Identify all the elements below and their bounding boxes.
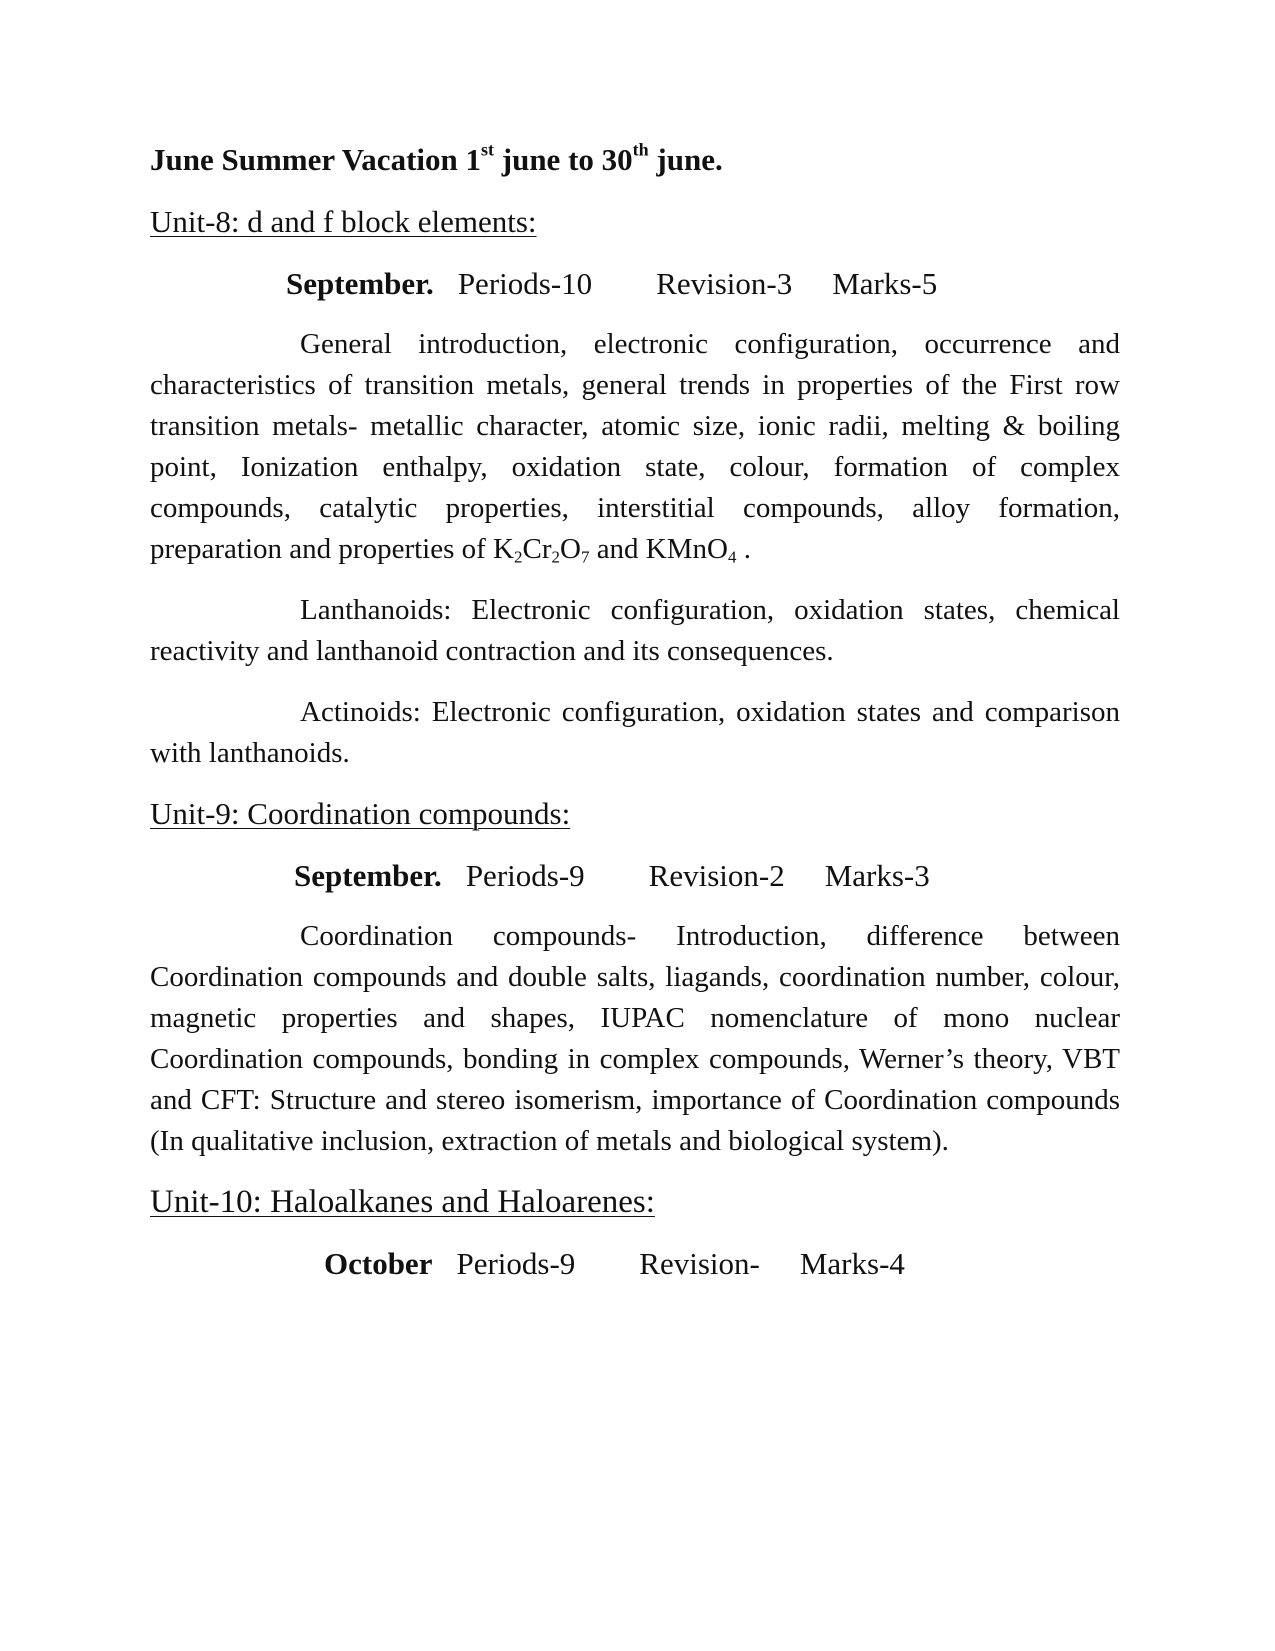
heading-sup-b: th bbox=[632, 139, 649, 160]
unit10-title: Unit-10: Haloalkanes and Haloarenes: bbox=[150, 1184, 655, 1220]
unit10-periods: Periods-9 bbox=[456, 1246, 576, 1281]
unit10-revision: Revision- bbox=[639, 1246, 760, 1281]
unit8-month: September. bbox=[286, 266, 434, 301]
unit8-marks: Marks-5 bbox=[832, 266, 938, 301]
heading-text-c: june. bbox=[648, 142, 723, 177]
heading-sup-a: st bbox=[481, 139, 494, 160]
unit8-paragraph-actinoids: Actinoids: Electronic configuration, oxidation states and comparison with lanthanoids. bbox=[150, 696, 1120, 769]
unit9-paragraph: Coordination compounds- Introduction, difference between Coordination compounds and double salts, liagands, coordination number, colour, magnetic properties and shapes, IUPAC nomenclature of mono nuclear Coordination compounds, bonding in complex compounds, Werner’s theory, VBT and CFT: Structure and stereo isomerism, importance of Coordination compounds (In qualitative inclusion, extraction of metals and biological system). bbox=[150, 920, 1120, 1157]
document-page bbox=[150, 140, 1120, 1304]
unit9-periods: Periods-9 bbox=[465, 858, 585, 893]
heading-text-a: June Summer Vacation 1 bbox=[150, 142, 481, 177]
subscript: 7 bbox=[580, 547, 590, 567]
unit10-month: October bbox=[324, 1246, 433, 1281]
unit10-marks: Marks-4 bbox=[799, 1246, 905, 1281]
unit9-revision: Revision-2 bbox=[648, 858, 785, 893]
unit8-schedule bbox=[150, 264, 1120, 304]
subscript: 4 bbox=[727, 547, 737, 567]
unit10-schedule bbox=[150, 1244, 1120, 1284]
formula-part: and KMnO bbox=[589, 533, 728, 565]
unit8-revision: Revision-3 bbox=[656, 266, 793, 301]
subscript: 2 bbox=[551, 547, 560, 567]
heading-text-b: june to 30 bbox=[494, 142, 633, 177]
unit8-paragraph-lanthanoids: Lanthanoids: Electronic configuration, oxidation states, chemical reactivity and lanthanoid contraction and its consequences. bbox=[150, 594, 1120, 667]
unit8-paragraph-general bbox=[150, 324, 1120, 570]
unit9-marks: Marks-3 bbox=[824, 858, 930, 893]
unit9-schedule bbox=[150, 856, 1120, 896]
formula-part: Cr bbox=[522, 533, 552, 565]
formula-part: . bbox=[736, 533, 751, 565]
unit8-para1-main: General introduction, electronic configuration, occurrence and characteristics of transition metals, general trends in properties of the First row transition metals- metallic character, atomic size, ionic radii, melting & boiling point, Ionization enthalpy, oxidation state, colour, formation of complex compounds, catalytic properties, interstitial compounds, alloy formation, preparation and properties of K bbox=[150, 328, 1120, 565]
unit8-periods: Periods-10 bbox=[457, 266, 593, 301]
unit9-title: Unit-9: Coordination compounds: bbox=[150, 796, 571, 831]
unit8-title: Unit-8: d and f block elements: bbox=[150, 204, 537, 239]
subscript: 2 bbox=[513, 547, 523, 567]
unit9-month: September. bbox=[294, 858, 442, 893]
formula-part: O bbox=[559, 533, 581, 565]
vacation-heading bbox=[150, 140, 1120, 180]
